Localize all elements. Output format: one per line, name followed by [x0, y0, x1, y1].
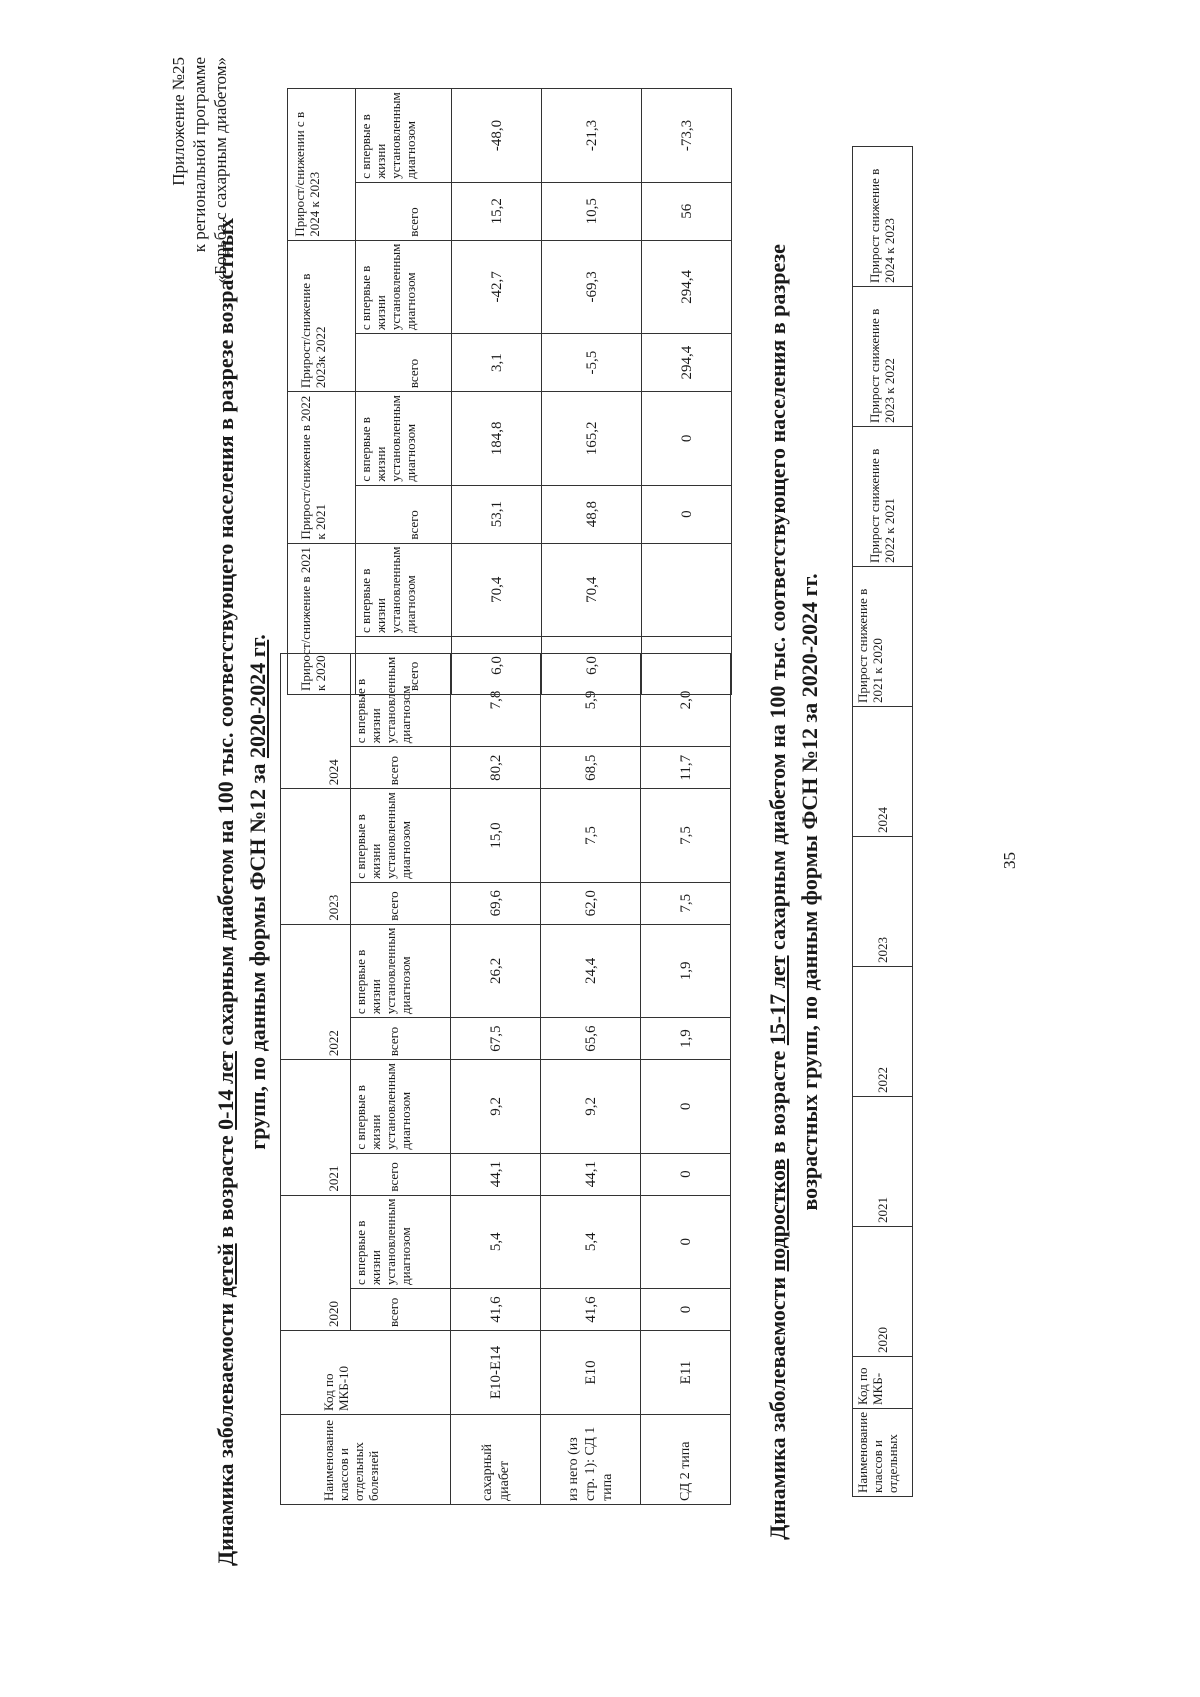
header-growth-2023-2022: Прирост/снижение в 2023к 2022	[288, 240, 356, 391]
subheader-total: всего	[356, 485, 452, 543]
header-growth-2022-2021: Прирост/снижение в 2022 к 2021	[288, 392, 356, 543]
table-row	[642, 89, 732, 695]
row-name: из него (из стр. 1): СД 1 типа	[541, 1415, 641, 1505]
subheader-first-diagnosed: с впервые в жизни установленным диагнозом	[356, 89, 452, 182]
title1-underlined-1: детей	[213, 1243, 238, 1298]
cell: 7,5	[641, 789, 731, 882]
title2-text-1: Динамика заболеваемости	[765, 1271, 790, 1540]
cell: -48,0	[452, 89, 542, 182]
subheader-first-diagnosed: с впервые в жизни установленным диагнозом	[351, 924, 451, 1017]
page-number: 35	[1000, 852, 1019, 869]
title2-underlined-2: 15-17 лет	[765, 955, 790, 1046]
header-disease-name: Наименование классов и отдельных	[853, 1409, 913, 1497]
cell: -73,3	[642, 89, 732, 182]
header-year-2020: 2020	[281, 1195, 351, 1330]
cell: 41,6	[541, 1289, 641, 1331]
row-name: СД 2 типа	[641, 1415, 731, 1505]
cell: 3,1	[452, 334, 542, 392]
header-year-2023: 2023	[853, 837, 913, 967]
subheader-total: всего	[351, 1289, 451, 1331]
appendix-line-3: «Борьба с сахарным диабетом»	[211, 57, 230, 284]
cell: 0	[641, 1195, 731, 1288]
header-year-2023: 2023	[281, 789, 351, 924]
cell: 68,5	[541, 747, 641, 789]
header-icd-code: Код по МКБ-10	[281, 1331, 451, 1415]
cell: 0	[642, 392, 732, 485]
header-growth-2021-2020: Прирост снижение в 2021 к 2020	[853, 567, 913, 707]
cell: 5,9	[541, 653, 641, 746]
header-icd-code: Код по МКБ-	[853, 1357, 913, 1409]
cell: 9,2	[451, 1060, 541, 1153]
cell: 294,4	[642, 240, 732, 333]
cell: 41,6	[451, 1289, 541, 1331]
subheader-total: всего	[351, 1018, 451, 1060]
subheader-first-diagnosed: с впервые в жизни установленным диагнозом	[351, 1060, 451, 1153]
subheader-total: всего	[356, 637, 452, 695]
cell: -69,3	[542, 240, 642, 333]
cell: 65,6	[541, 1018, 641, 1060]
cell	[642, 543, 732, 636]
subheader-first-diagnosed: с впервые в жизни установленным диагнозом	[356, 240, 452, 333]
subheader-total: всего	[356, 334, 452, 392]
header-year-2024: 2024	[853, 707, 913, 837]
subheader-total: всего	[351, 747, 451, 789]
cell: 62,0	[541, 882, 641, 924]
table-row	[452, 89, 542, 695]
title2-text-2: в возрасте	[765, 1045, 790, 1159]
cell	[642, 637, 732, 695]
cell: 15,2	[452, 182, 542, 240]
cell: 48,8	[542, 485, 642, 543]
subheader-total: всего	[356, 182, 452, 240]
cell: 0	[641, 1060, 731, 1153]
cell: 294,4	[642, 334, 732, 392]
header-disease-name: Наименование классов и отдельных болезней	[281, 1415, 451, 1505]
header-year-2021: 2021	[281, 1060, 351, 1195]
cell: 9,2	[541, 1060, 641, 1153]
cell: 7,5	[541, 789, 641, 882]
cell: 26,2	[451, 924, 541, 1017]
cell: 6,0	[452, 637, 542, 695]
table-row	[541, 653, 641, 1504]
header-year-2020: 2020	[853, 1227, 913, 1357]
cell: 7,8	[451, 653, 541, 746]
cell: 70,4	[452, 543, 542, 636]
cell: 80,2	[451, 747, 541, 789]
cell: 6,0	[542, 637, 642, 695]
cell: 56	[642, 182, 732, 240]
cell: 10,5	[542, 182, 642, 240]
title1-text-1: Динамика заболеваемости	[213, 1297, 238, 1566]
title1-underlined-2: 0-14 лет	[213, 1051, 238, 1130]
table-row	[451, 653, 541, 1504]
row-name: сахарный диабет	[451, 1415, 541, 1505]
title1-text-2: в возрасте	[213, 1129, 238, 1244]
row-code: E11	[641, 1331, 731, 1415]
subheader-total: всего	[351, 1153, 451, 1195]
subheader-first-diagnosed: с впервые в жизни установленным диагнозом	[351, 1195, 451, 1288]
cell: 2,0	[641, 653, 731, 746]
appendix-line-1: Приложение №25	[169, 57, 188, 186]
title2-text-3: сахарным диабетом на 100 тыс. соответствующего населения в разрезе возрастных групп, по данным формы ФСН №12 за 2020-2024 гг.	[765, 244, 822, 1211]
subheader-first-diagnosed: с впервые в жизни установленным диагнозом	[351, 653, 451, 746]
cell: 15,0	[451, 789, 541, 882]
header-growth-2022-2021: Прирост снижение в 2022 к 2021	[853, 427, 913, 567]
subheader-first-diagnosed: с впервые в жизни установленным диагнозом	[356, 543, 452, 636]
row-code: E10-E14	[451, 1331, 541, 1415]
cell: 1,9	[641, 924, 731, 1017]
subheader-total: всего	[351, 882, 451, 924]
cell: 7,5	[641, 882, 731, 924]
subheader-first-diagnosed: с впервые в жизни установленным диагнозом	[351, 789, 451, 882]
cell: 184,8	[452, 392, 542, 485]
cell: -42,7	[452, 240, 542, 333]
subheader-first-diagnosed: с впервые в жизни установленным диагнозом	[356, 392, 452, 485]
row-code: E10	[541, 1331, 641, 1415]
title1-text-3: сахарным диабетом на 100 тыс. соответствующего населения в разрезе возрастных групп, по данным формы ФСН №12 за	[213, 218, 270, 1150]
cell: 67,5	[451, 1018, 541, 1060]
appendix-line-2: к региональной программе	[190, 57, 209, 253]
cell: 1,9	[641, 1018, 731, 1060]
table-row	[641, 653, 731, 1504]
cell: 165,2	[542, 392, 642, 485]
cell: 69,6	[451, 882, 541, 924]
header-growth-2024-2023: Прирост снижение в 2024 к 2023	[853, 147, 913, 287]
cell: 0	[641, 1289, 731, 1331]
cell: 5,4	[541, 1195, 641, 1288]
header-year-2021: 2021	[853, 1097, 913, 1227]
cell: 53,1	[452, 485, 542, 543]
adolescents-incidence-table	[852, 146, 913, 1497]
cell: 24,4	[541, 924, 641, 1017]
cell: -21,3	[542, 89, 642, 182]
title2-underlined-1: подростков	[765, 1158, 790, 1272]
cell: 5,4	[451, 1195, 541, 1288]
children-incidence-table	[280, 653, 731, 1505]
header-year-2024: 2024	[281, 653, 351, 788]
title1-text-4: .	[245, 634, 270, 640]
cell: 0	[641, 1153, 731, 1195]
cell: 0	[642, 485, 732, 543]
header-year-2022: 2022	[281, 924, 351, 1059]
cell: -5,5	[542, 334, 642, 392]
table-row	[542, 89, 642, 695]
header-growth-2024-2023: Прирост/снижении с в 2024 к 2023	[288, 89, 356, 240]
cell: 11,7	[641, 747, 731, 789]
title-adolescents	[762, 207, 826, 1577]
title-children	[210, 207, 274, 1577]
header-growth-2021-2020: Прирост/снижение в 2021 к 2020	[288, 543, 356, 694]
cell: 44,1	[541, 1153, 641, 1195]
children-growth-table	[287, 88, 732, 695]
header-growth-2023-2022: Прирост снижение в 2023 к 2022	[853, 287, 913, 427]
cell: 70,4	[542, 543, 642, 636]
cell: 44,1	[451, 1153, 541, 1195]
title1-underlined-3: 2020-2024 гг	[245, 639, 270, 759]
header-year-2022: 2022	[853, 967, 913, 1097]
